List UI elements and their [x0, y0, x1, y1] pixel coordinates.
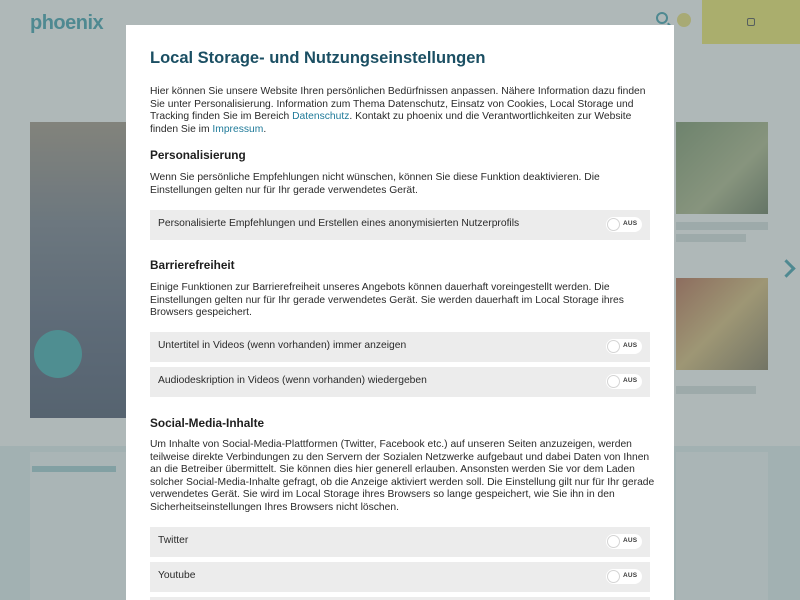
twitter-toggle[interactable]	[606, 534, 642, 549]
toggle-state: AUS	[623, 537, 638, 544]
youtube-toggle[interactable]	[606, 569, 642, 584]
personalization-toggle[interactable]	[606, 217, 642, 232]
option-label: Twitter	[158, 535, 189, 546]
heading-social-media: Social-Media-Inhalte	[150, 416, 265, 430]
intro-part-2: . Kontakt zu phoenix und die Verantwortlichkeiten zur Website finden Sie im	[150, 111, 632, 135]
option-row-personalisierung	[150, 210, 650, 240]
option-row-youtube	[150, 562, 650, 592]
option-row-untertitel	[150, 332, 650, 362]
toggle-state: AUS	[623, 377, 638, 384]
subtitles-toggle[interactable]	[606, 339, 642, 354]
option-label: Untertitel in Videos (wenn vorhanden) immer anzeigen	[158, 340, 407, 351]
option-row-twitter	[150, 527, 650, 557]
dialog-title: Local Storage- und Nutzungseinstellungen	[150, 49, 486, 67]
intro-text	[150, 86, 656, 136]
text-social-media: Um Inhalte von Social-Media-Plattformen (Twitter, Facebook etc.) auf unseren Seiten anzuzeigen, werden teilweise direkte Verbindungen zu den Servern der Sozialen Netzwerke aufgebaut und dabei Daten von Ihnen an die Betreiber übermittelt. Sie können dies hier generell erlauben. Ansonsten werden Sie vor dem Laden solcher Social-Media-Inhalte gefragt, ob die Anzeige aktiviert werden soll. Die Einstellung gilt nur für Ihr gerade verwendetes Gerät. Sie wird im Local Storage ihres Browsers so lange gespeichert, wie Sie ihn in den Sicherheitseinstellungen Ihres Browsers nicht löschen.	[150, 439, 655, 513]
toggle-knob	[608, 536, 619, 547]
storage-settings-dialog	[126, 25, 674, 600]
option-label: Youtube	[158, 570, 196, 581]
option-label: Audiodeskription in Videos (wenn vorhanden) wiedergeben	[158, 375, 427, 386]
toggle-state: AUS	[623, 342, 638, 349]
heading-barrierefreiheit: Barrierefreiheit	[150, 258, 235, 272]
impressum-link[interactable]: Impressum	[212, 123, 264, 135]
audio-description-toggle[interactable]	[606, 374, 642, 389]
option-label: Personalisierte Empfehlungen und Erstellen eines anonymisierten Nutzerprofils	[158, 218, 520, 229]
text-barrierefreiheit: Einige Funktionen zur Barrierefreiheit unseres Angebots können dauerhaft voreingestellt werden. Die Einstellungen gelten nur für Ihr gerade verwendetes Gerät. Sie werden dauerhaft im Local Storage ihres Browsers gespeichert.	[150, 282, 624, 319]
toggle-knob	[608, 219, 619, 230]
toggle-knob	[608, 376, 619, 387]
toggle-state: AUS	[623, 220, 638, 227]
option-row-audiodeskription	[150, 367, 650, 397]
datenschutz-link[interactable]: Datenschutz	[292, 111, 350, 123]
text-personalisierung: Wenn Sie persönliche Empfehlungen nicht wünschen, können Sie diese Funktion deaktivieren. Die Einstellungen gelten nur für Ihr gerade verwendetes Gerät.	[150, 172, 600, 196]
intro-part-1: Hier können Sie unsere Website Ihren persönlichen Bedürfnissen anpassen. Nähere Information dazu finden Sie unter Personalisierung. Information zum Thema Datenschutz, Einsatz von Cookies, Local Storage und Tracking finden Sie im Bereich	[150, 86, 646, 123]
toggle-state: AUS	[623, 572, 638, 579]
heading-personalisierung: Personalisierung	[150, 148, 246, 162]
toggle-knob	[608, 571, 619, 582]
toggle-knob	[608, 341, 619, 352]
intro-part-3: .	[263, 123, 267, 135]
